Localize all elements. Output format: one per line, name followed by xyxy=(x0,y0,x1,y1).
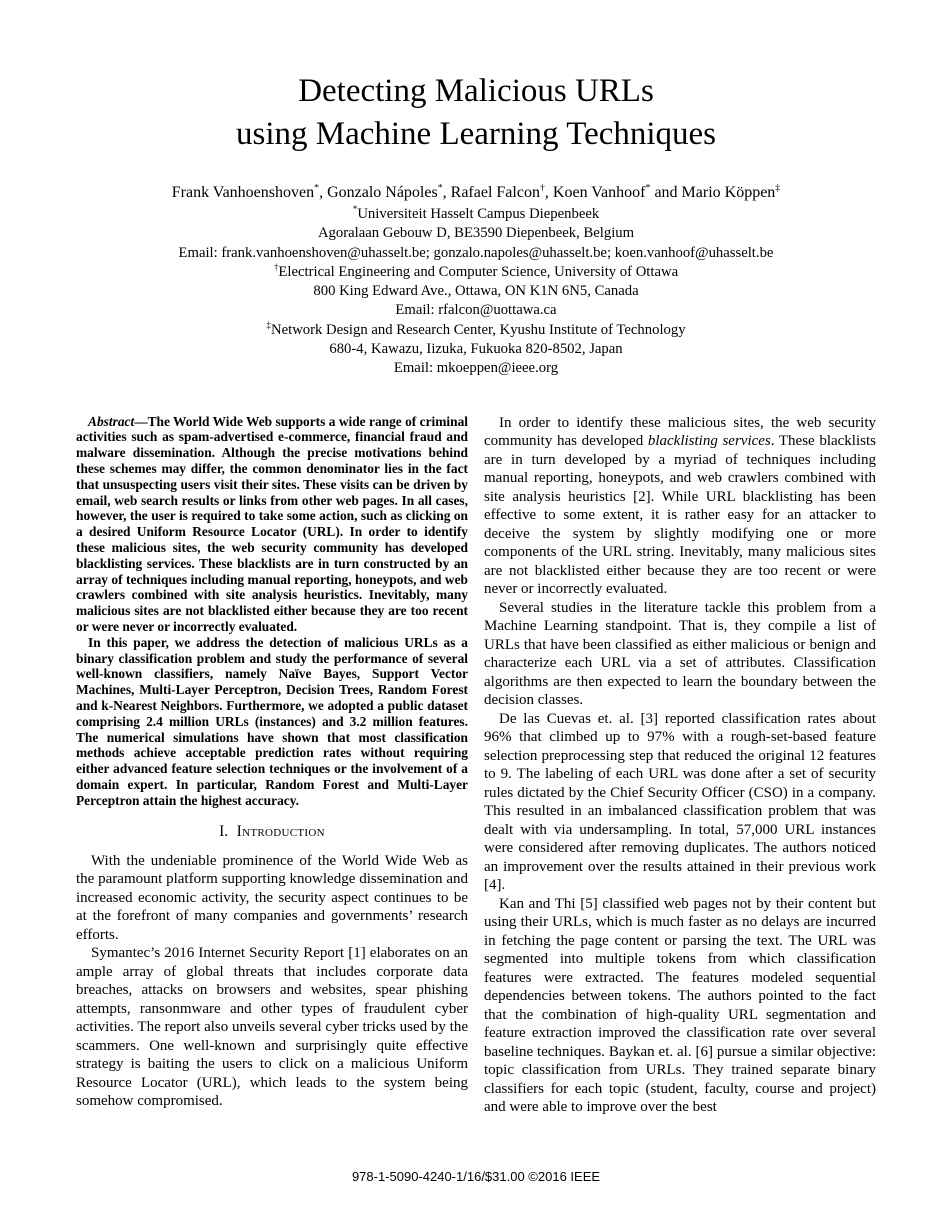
two-column-body xyxy=(76,414,876,1117)
affiliation-line: ‡Network Design and Research Center, Kyushu Institute of Technology xyxy=(266,319,686,338)
related-paragraph-2: Several studies in the literature tackle this problem from a Machine Learning standpoint. That is, they compile a list of URLs that have been classified as either malicious or benign and characterize each URL via a set of attributes. Classification algorithms are then expected to learn the boundary between the decision classes. xyxy=(484,599,876,709)
affiliation-line: †Electrical Engineering and Computer Science, University of Ottawa xyxy=(273,262,679,280)
paper-header xyxy=(0,0,952,379)
section-number: I. xyxy=(219,822,229,840)
intro-paragraph-1: With the undeniable prominence of the World Wide Web as the paramount platform supporting knowledge dissemination and increased economic activity, the security aspect continues to be at the forefront of many companies and governments’ research efforts. xyxy=(76,852,468,943)
left-column xyxy=(76,414,468,1117)
affiliation-line: 800 King Edward Ave., Ottawa, ON K1N 6N5, Canada xyxy=(313,283,639,300)
affiliation-email-line: Email: rfalcon@uottawa.ca xyxy=(395,302,557,319)
affiliations-block xyxy=(0,205,952,379)
abstract-paragraph-2: In this paper, we address the detection of malicious URLs as a binary classification problem and study the performance of several well-known classifiers, namely Naïve Bayes, Support Vector Machines, Multi-Layer Perceptron, Decision Trees, Random Forest and k-Nearest Neighbors. Furthermore, we adopted a public dataset comprising 2.4 million URLs (instances) and 3.2 million features. The numerical simulations have shown that most classification methods achieve acceptable prediction rates without requiring either advanced feature selection techniques or the involvement of a domain expert. In particular, Random Forest and Multi-Layer Perceptron attain the highest accuracy. xyxy=(76,634,468,808)
section-heading-introduction xyxy=(76,823,468,841)
intro-paragraph-2: Symantec’s 2016 Internet Security Report [1] elaborates on an ample array of global threats that includes corporate data breaches, attacks on browsers and websites, spear phishing attempts, ransonmware and other types of fraudulent cyber activities. The report also unveils several cyber tricks used by the scammers. One well-known and surprisingly quite effective strategy is baiting the users to click on a malicious Uniform Resource Locator (URL), which leads to the system being somehow compromised. xyxy=(76,945,468,1110)
affiliation-email-line: Email: frank.vanhoenshoven@uhasselt.be; gonzalo.napoles@uhasselt.be; koen.vanhoof@uhasselt.be xyxy=(178,244,774,261)
paper-title-line-1: Detecting Malicious URLs xyxy=(298,73,654,109)
right-column xyxy=(484,414,876,1117)
related-paragraph-4: Kan and Thi [5] classified web pages not by their content but using their URLs, which is much faster as no delays are incurred in fetching the page content or parsing the text. The URL was segmented into multiple tokens from which classification features were extracted. The features modeled sequential dependencies between tokens. The authors pointed to the fact that the combination of high-quality URL segmentation and feature extraction improved the classification rate over several baseline techniques. Baykan et. al. [6] pursue a similar objective: topic classification from URLs. They trained separate binary classifiers for each topic (student, faculty, course and project) and were able to improve over the best xyxy=(484,895,876,1116)
abstract-block xyxy=(76,414,468,809)
abstract-paragraph-1: Abstract—The World Wide Web supports a wide range of criminal activities such as spam-advertised e-commerce, financial fraud and malware dissemination. Although the precise motivations behind these schemes may differ, the common denominator lies in the fact that unsuspecting users visit their sites. These visits can be driven by email, web search results or links from other web pages. In all cases, however, the user is required to take some action, such as clicking on a desired Uniform Resource Locator (URL). In order to identify these malicious sites, the web security community has developed blacklisting services. These blacklists are in turn constructed by an array of techniques including manual reporting, honeypots, and web crawlers combined with site analysis heuristics. Inevitably, many malicious sites are not blacklisted either because they are too recent or were never or incorrectly evaluated. xyxy=(76,413,468,635)
section-title: Introduction xyxy=(236,822,325,840)
authors-line: Frank Vanhoenshoven*, Gonzalo Nápoles*, Rafael Falcon†, Koen Vanhoof* and Mario Köppen‡ xyxy=(171,182,781,201)
related-paragraph-3: De las Cuevas et. al. [3] reported classification rates about 96% that climbed up to 97% with a rough-set-based feature selection preprocessing step that reduced the original 12 features to 9. The labeling of each URL was done after a set of security rules dictated by the Chief Security Officer (CSO) in a company. This resulted in an imbalanced classification problem that was dealt with via undersampling. In total, 57,000 URL instances were considered after removing duplicates. The authors noticed an improvement over the results attained in their previous work [4]. xyxy=(484,710,876,894)
related-paragraph-1: In order to identify these malicious sites, the web security community has developed blacklisting services. These blacklists are in turn developed by a myriad of techniques including manual reporting, honeypots, and web crawlers combined with site analysis heuristics [2]. While URL blacklisting has been effective to some extent, it is rather easy for an attacker to deceive the system by slightly modifying one or more components of the URL string. Inevitably, many malicious sites are not blacklisted either because they are too recent or were never or incorrectly evaluated. xyxy=(484,414,876,598)
affiliation-line: Agoralaan Gebouw D, BE3590 Diepenbeek, Belgium xyxy=(317,225,635,242)
paper-title-line-2: using Machine Learning Techniques xyxy=(235,116,717,152)
affiliation-line: 680-4, Kawazu, Iizuka, Fukuoka 820-8502, Japan xyxy=(329,341,623,358)
affiliation-line: *Universiteit Hasselt Campus Diepenbeek xyxy=(352,204,600,222)
copyright-notice: 978-1-5090-4240-1/16/$31.00 ©2016 IEEE xyxy=(351,1169,601,1184)
paper-title xyxy=(0,70,952,156)
affiliation-email-line: Email: mkoeppen@ieee.org xyxy=(393,360,559,377)
